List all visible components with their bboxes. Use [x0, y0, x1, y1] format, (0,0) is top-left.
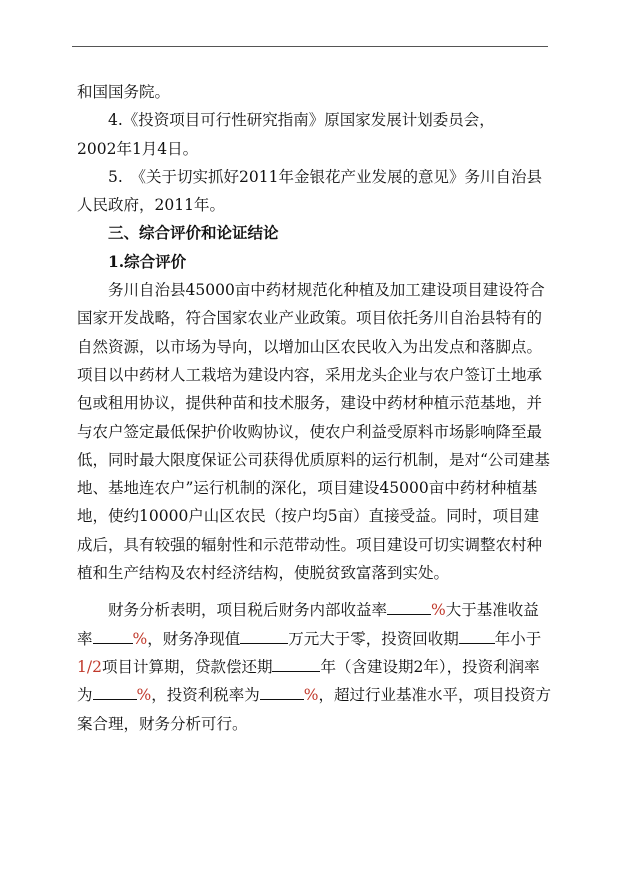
irr-percent: % [431, 601, 446, 620]
profit-rate-blank [93, 685, 137, 700]
base-rate-blank [93, 629, 133, 644]
header-rule [72, 46, 548, 47]
fin-text-7: 年（含建设期2年），投资利润率为 [77, 657, 540, 705]
irr-blank [387, 600, 431, 615]
evaluation-paragraph: 务川自治县45000亩中药材规范化种植及加工建设项目建设符合国家开发战略，符合国家农业产业政策。项目依托务川自治县特有的自然资源，以市场为导向，以增加山区农民收入为出发点和落脚点。项目以中药材人工栽培为建设内容，采用龙头企业与农户签订土地承包或租用协议，提供种苗和技术服务，建设中药材种植示范基地，并与农户签定最低保护价收购协议，使农户利益受原料市场影响降至最低，同时最大限度保证公司获得优质原料的运行机制，是对“公司建基地、基地连农户”运行机制的深化，项目建设45000亩中药材种植基地，使约10000户山区农民（按户均5亩）直接受益。同时，项目建成后，具有较强的辐射性和示范带动性。项目建设可切实调整农村种植和生产结构及农村经济结构，使脱贫致富落到实处。 [77, 281, 550, 583]
section-heading: 三、综合评价和论证结论 [108, 223, 279, 243]
reference-item-4-line1: 4.《投资项目可行性研究指南》原国家发展计划委员会， [108, 111, 495, 130]
reference-item-4-line2: 2002年1月4日。 [77, 139, 199, 158]
payback-blank [459, 629, 495, 644]
fin-text-9: ，超过行业基准水平，项目投资方案合理，财务分析可行。 [77, 686, 552, 733]
ratio-text: 1/2 [77, 657, 102, 676]
fin-text-5: 年小于 [494, 629, 542, 648]
repayment-blank [272, 657, 320, 672]
fin-text-8: ，投资利税率为 [151, 686, 260, 705]
profit-rate-percent: % [136, 686, 152, 705]
financial-analysis-paragraph [77, 596, 551, 737]
document-body [77, 78, 551, 738]
npv-blank [240, 629, 288, 644]
profit-tax-rate-blank [260, 685, 304, 700]
reference-line-continuation: 和国国务院。 [77, 83, 171, 101]
fin-text-4: 万元大于零，投资回收期 [288, 629, 459, 648]
profit-tax-rate-percent: % [303, 686, 319, 705]
fin-text-6: 项目计算期，贷款偿还期 [101, 657, 273, 676]
subsection-heading: 1.综合评价 [108, 251, 187, 271]
base-rate-percent: % [132, 629, 148, 648]
fin-text-2: 大于基准收益率 [77, 601, 539, 648]
reference-item-5: 5. 《关于切实抓好2011年金银花产业发展的意见》务川自治县人民政府，2011年。 [77, 167, 542, 215]
fin-text-3: ，财务净现值 [147, 629, 241, 648]
fin-text-1: 财务分析表明，项目税后财务内部收益率 [108, 601, 388, 620]
